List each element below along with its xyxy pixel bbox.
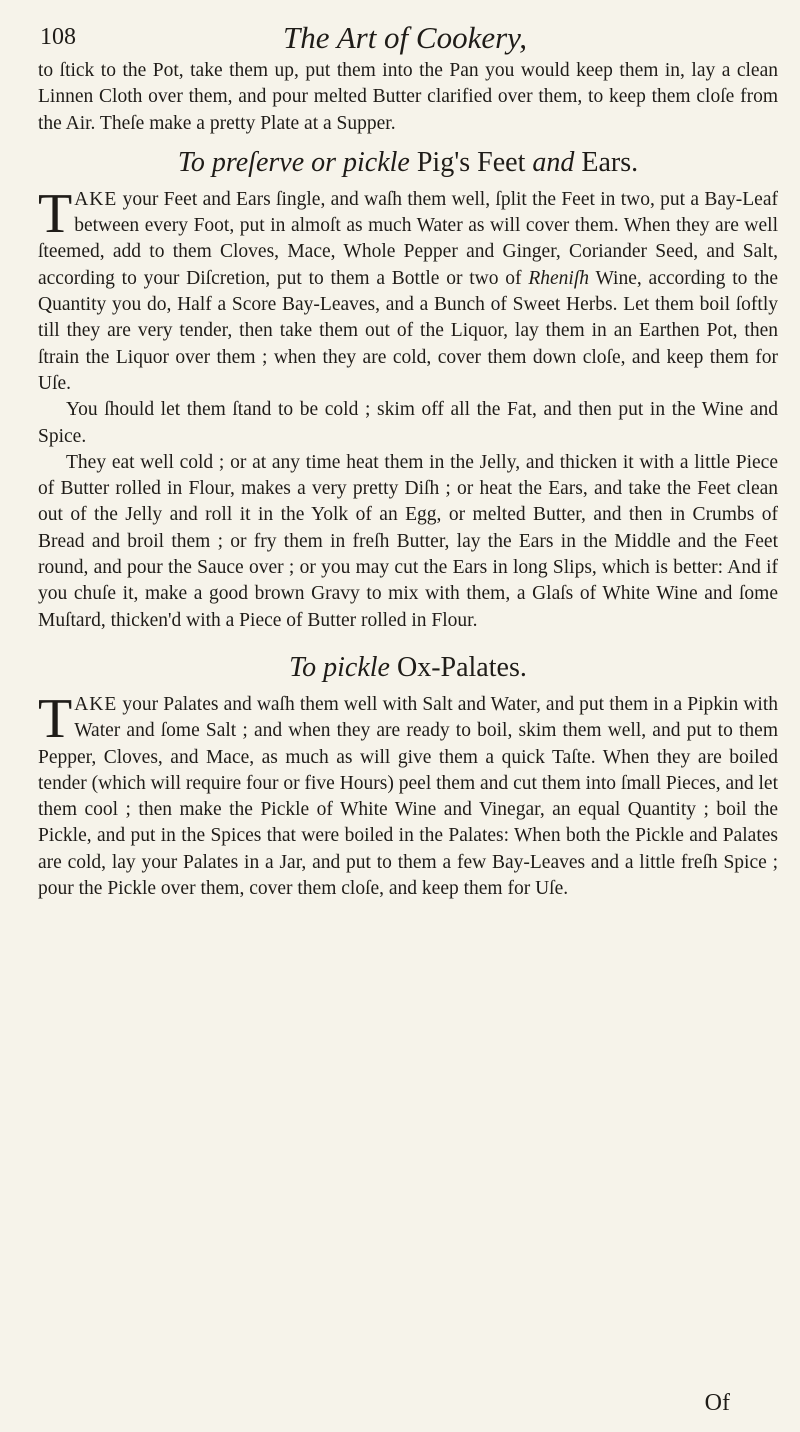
italic-word: Rheniſh bbox=[528, 267, 589, 289]
paragraph-text-cont: Wine, according to the Quantity you do, Half a Score Bay-Leaves, and a Bunch of Sweet Herbs. Let them boil ſoftly till they are very tender, then take them out of the Liquor, lay them in an Earthen Pot, then ſtrain the Liquor over them ; when they are cold, cover them down cloſe, and keep them for Uſe. bbox=[38, 267, 778, 394]
page-body bbox=[38, 58, 778, 902]
page-header bbox=[40, 20, 770, 60]
drop-cap: T bbox=[38, 182, 73, 245]
page-number: 108 bbox=[40, 24, 76, 50]
paragraph-text: your Palates and waſh them well with Salt and Water, and put them in a Pipkin with Water and ſome Salt ; and when they are ready to boil, skim them well, and put to them Pepper, Cloves, and Mace, as much as will give them a quick Taſte. When they are boiled tender (which will require four or five Hours) peel them and cut them into ſmall Pieces, and let them cool ; then make the Pickle of White Wine and Vinegar, an equal Quantity ; boil the Pickle, and put in the Spices that were boiled in the Palates: When both the Pickle and Palates are cold, lay your Palates in a Jar, and put to them a few Bay-Leaves and a little freſh Spice ; pour the Pickle over them, cover them cloſe, and keep them for Uſe. bbox=[38, 693, 778, 900]
heading-italic-and: and bbox=[532, 146, 575, 178]
running-title: The Art of Cookery, bbox=[283, 20, 527, 55]
recipe-heading-pigs-feet bbox=[38, 145, 778, 181]
heading-roman-2: Ears. bbox=[574, 146, 639, 178]
catchword: Of bbox=[704, 1390, 730, 1416]
recipe-paragraph-2: You ſhould let them ſtand to be cold ; skim off all the Fat, and then put in the Wine and Spice. bbox=[38, 399, 778, 447]
heading-roman: Pig's Feet bbox=[409, 146, 533, 178]
recipe-paragraph bbox=[38, 182, 778, 397]
paragraph-text: your Feet and Ears ſingle, and waſh them well, ſplit the Feet in two, put a Bay-Leaf between every Foot, put in almoſt as much Water as will cover them. When they are well ſteemed, add to them Cloves, Mace, Whole Pepper and Ginger, Coriander Seed, and Salt, according to your Diſcretion, put to them a Bottle or two of bbox=[38, 188, 778, 289]
small-caps-start: AKE bbox=[74, 693, 118, 715]
heading-roman: Ox-Palates. bbox=[389, 651, 527, 683]
heading-italic: To pickle bbox=[289, 651, 390, 683]
continued-paragraph: to ſtick to the Pot, take them up, put them into the Pan you would keep them in, lay a clean Linnen Cloth over them, and pour melted Butter clarified over them, to keep them cloſe from the Air. Theſe make a pretty Plate at a Supper. bbox=[38, 60, 778, 134]
small-caps-start: AKE bbox=[74, 188, 118, 210]
heading-italic: To preſerve or pickle bbox=[177, 146, 410, 178]
recipe-heading-ox-palates bbox=[38, 650, 778, 686]
recipe-paragraph-3: They eat well cold ; or at any time heat them in the Jelly, and thicken it with a little Piece of Butter rolled in Flour, makes a very pretty Diſh ; or heat the Ears, and take the Feet clean out of the Jelly and roll it in the Yolk of an Egg, or melted Butter, and then in Crumbs of Bread and broil them ; or fry them in freſh Butter, lay the Ears in the Middle and the Feet round, and pour the Sauce over ; or you may cut the Ears in long Slips, which is better: And if you chuſe it, make a good brown Gravy to mix with them, a Glaſs of White Wine and ſome Muſtard, thicken'd with a Piece of Butter rolled in Flour. bbox=[38, 451, 778, 631]
drop-cap: T bbox=[38, 687, 73, 750]
recipe-paragraph-ox bbox=[38, 687, 778, 902]
